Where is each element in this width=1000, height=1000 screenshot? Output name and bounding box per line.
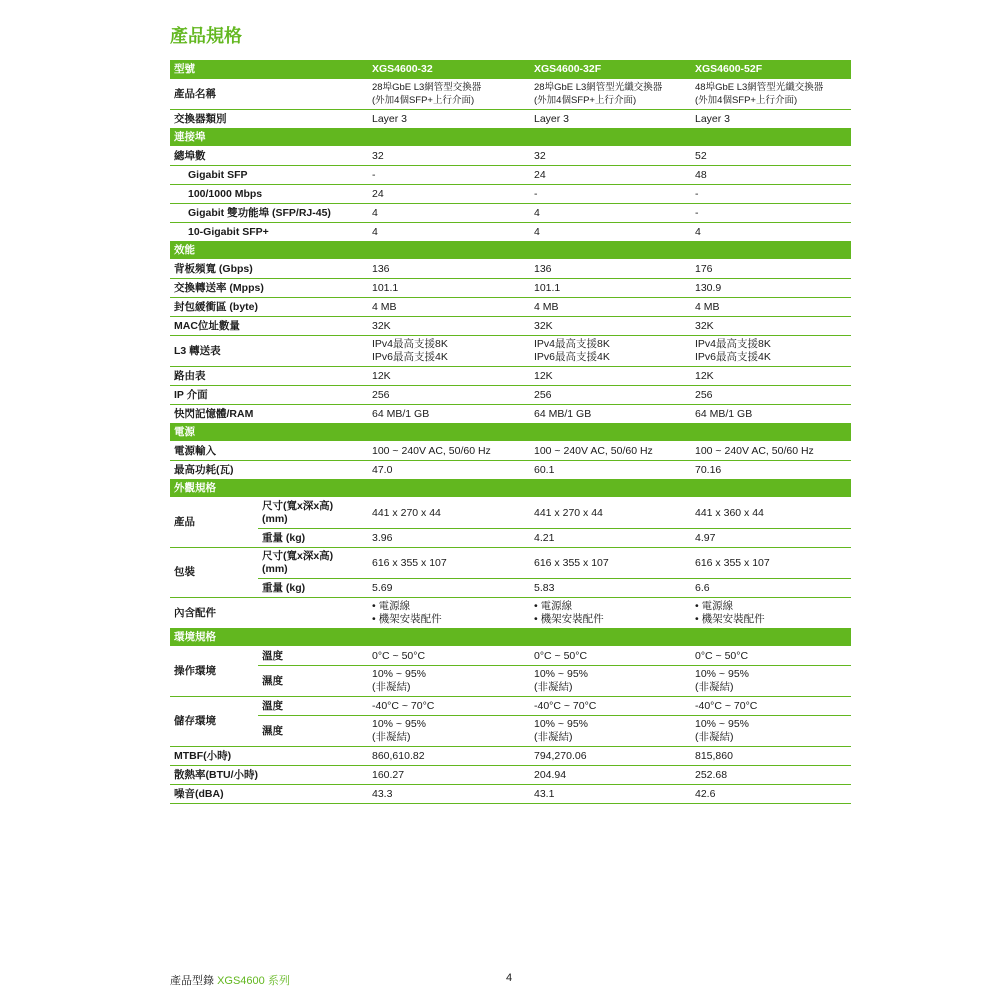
cell-line: 10% ~ 95% <box>534 668 588 680</box>
cell-line: 48埠GbE L3網管型光纖交換器 <box>695 82 824 93</box>
row-label: 背板頻寬 (Gbps) <box>170 260 368 279</box>
cell: 32K <box>530 317 691 336</box>
cell: 256 <box>368 386 530 405</box>
table-row <box>170 529 851 548</box>
cell: 4 MB <box>530 298 691 317</box>
cell <box>368 79 530 110</box>
row-label: 總埠數 <box>170 147 368 166</box>
cell-line: (外加4個SFP+上行介面) <box>534 95 637 106</box>
model-name: XGS4600-52F <box>691 60 851 79</box>
page-title: 產品規格 <box>170 26 242 46</box>
row-label <box>258 548 368 579</box>
cell: - <box>530 185 691 204</box>
cell-line: (非凝結) <box>372 731 411 743</box>
cell: 136 <box>530 260 691 279</box>
table-row <box>170 204 851 223</box>
table-row <box>170 317 851 336</box>
table-row <box>170 166 851 185</box>
footer <box>170 972 290 988</box>
cell: 0°C ~ 50°C <box>530 647 691 666</box>
cell <box>691 716 851 747</box>
cell <box>368 666 530 697</box>
cell: 616 x 355 x 107 <box>691 548 851 579</box>
cell: Layer 3 <box>530 110 691 129</box>
row-label: 溫度 <box>258 697 368 716</box>
cell: 4 <box>368 204 530 223</box>
row-label: 重量 (kg) <box>258 579 368 598</box>
cell: 64 MB/1 GB <box>368 405 530 424</box>
cell-line: IPv6最高支援4K <box>695 351 771 363</box>
cell-line: 10% ~ 95% <box>372 718 426 730</box>
list-item: • 機架安裝配件 <box>695 613 765 625</box>
cell: 616 x 355 x 107 <box>368 548 530 579</box>
table-row <box>170 598 851 629</box>
cell: 0°C ~ 50°C <box>691 647 851 666</box>
cell-line: (外加4個SFP+上行介面) <box>372 95 475 106</box>
cell <box>368 598 530 629</box>
table-row <box>170 336 851 367</box>
cell-line: (非凝結) <box>534 731 573 743</box>
table-row <box>170 548 851 579</box>
row-label <box>258 498 368 529</box>
table-row <box>170 110 851 129</box>
cell-line: 10% ~ 95% <box>372 668 426 680</box>
cell: 47.0 <box>368 461 530 480</box>
cell: -40°C ~ 70°C <box>691 697 851 716</box>
group-label: 產品 <box>170 498 258 548</box>
cell: 100 ~ 240V AC, 50/60 Hz <box>368 442 530 461</box>
table-row <box>170 498 851 529</box>
cell: 32K <box>368 317 530 336</box>
cell: Layer 3 <box>368 110 530 129</box>
cell: 12K <box>691 367 851 386</box>
row-label: 溫度 <box>258 647 368 666</box>
table-row <box>170 785 851 804</box>
cell: 101.1 <box>530 279 691 298</box>
cell: 43.1 <box>530 785 691 804</box>
row-label: 封包緩衝區 (byte) <box>170 298 368 317</box>
cell: 52 <box>691 147 851 166</box>
cell-line: (非凝結) <box>695 681 734 693</box>
model-name: XGS4600-32 <box>368 60 530 79</box>
cell: 48 <box>691 166 851 185</box>
cell: 3.96 <box>368 529 530 548</box>
cell-line: IPv4最高支援8K <box>695 338 771 350</box>
cell: - <box>691 185 851 204</box>
row-label: 最高功耗(瓦) <box>170 461 368 480</box>
list-item: • 機架安裝配件 <box>534 613 604 625</box>
cell-line: 10% ~ 95% <box>695 718 749 730</box>
row-label: 交換器類別 <box>170 110 368 129</box>
footer-label: 產品型錄 <box>170 975 214 987</box>
cell: 6.6 <box>691 579 851 598</box>
section-header <box>170 129 851 147</box>
section-header <box>170 480 851 498</box>
row-label: Gigabit 雙功能埠 (SFP/RJ-45) <box>170 204 368 223</box>
list-item: • 電源線 <box>372 600 411 612</box>
table-row <box>170 442 851 461</box>
list-item: • 電源線 <box>695 600 734 612</box>
table-row <box>170 461 851 480</box>
row-label: 10-Gigabit SFP+ <box>170 223 368 242</box>
cell: 4 MB <box>691 298 851 317</box>
cell: 100 ~ 240V AC, 50/60 Hz <box>691 442 851 461</box>
cell: 130.9 <box>691 279 851 298</box>
table-row <box>170 647 851 666</box>
section-title: 外觀規格 <box>170 480 851 498</box>
cell: 64 MB/1 GB <box>691 405 851 424</box>
cell-line: 28埠GbE L3網管型交換器 <box>372 82 482 93</box>
cell: 860,610.82 <box>368 747 530 766</box>
table-header-row <box>170 60 851 79</box>
cell: 204.94 <box>530 766 691 785</box>
cell: 4.21 <box>530 529 691 548</box>
cell <box>530 598 691 629</box>
row-label: 電源輸入 <box>170 442 368 461</box>
cell: -40°C ~ 70°C <box>530 697 691 716</box>
row-label: MAC位址數量 <box>170 317 368 336</box>
page-number: 4 <box>506 972 513 984</box>
cell-line: IPv4最高支援8K <box>534 338 610 350</box>
table-row <box>170 79 851 110</box>
table-row <box>170 367 851 386</box>
footer-series: XGS4600 系列 <box>217 975 290 987</box>
table-row <box>170 666 851 697</box>
cell <box>368 716 530 747</box>
cell: 256 <box>530 386 691 405</box>
cell: 64 MB/1 GB <box>530 405 691 424</box>
label-line: (mm) <box>262 563 288 575</box>
cell: 32K <box>691 317 851 336</box>
section-header <box>170 242 851 260</box>
table-row <box>170 298 851 317</box>
row-label: IP 介面 <box>170 386 368 405</box>
section-header <box>170 424 851 442</box>
row-label: 路由表 <box>170 367 368 386</box>
cell: 42.6 <box>691 785 851 804</box>
section-title: 電源 <box>170 424 851 442</box>
cell-line: (非凝結) <box>534 681 573 693</box>
row-label: 噪音(dBA) <box>170 785 368 804</box>
table-row <box>170 260 851 279</box>
group-label: 儲存環境 <box>170 697 258 747</box>
table-row <box>170 579 851 598</box>
cell: 794,270.06 <box>530 747 691 766</box>
cell: 32 <box>530 147 691 166</box>
label-line: (mm) <box>262 513 288 525</box>
label-line: 尺寸(寬x深x高) <box>262 500 334 512</box>
cell: 441 x 360 x 44 <box>691 498 851 529</box>
cell <box>691 598 851 629</box>
label-line: 尺寸(寬x深x高) <box>262 550 334 562</box>
cell: 441 x 270 x 44 <box>530 498 691 529</box>
cell-line: IPv6最高支援4K <box>534 351 610 363</box>
cell: 60.1 <box>530 461 691 480</box>
table-row <box>170 223 851 242</box>
cell: 252.68 <box>691 766 851 785</box>
cell: 24 <box>530 166 691 185</box>
cell-line: 28埠GbE L3網管型光纖交換器 <box>534 82 663 93</box>
section-header <box>170 629 851 647</box>
cell <box>368 336 530 367</box>
cell: 160.27 <box>368 766 530 785</box>
table-row <box>170 405 851 424</box>
cell: 4.97 <box>691 529 851 548</box>
cell: 815,860 <box>691 747 851 766</box>
cell <box>530 716 691 747</box>
row-label: 濕度 <box>258 666 368 697</box>
row-label: 內含配件 <box>170 598 368 629</box>
cell <box>530 336 691 367</box>
cell <box>691 666 851 697</box>
table-row <box>170 185 851 204</box>
cell: 5.69 <box>368 579 530 598</box>
spec-table <box>170 60 851 804</box>
row-label: 快閃記憶體/RAM <box>170 405 368 424</box>
cell: 100 ~ 240V AC, 50/60 Hz <box>530 442 691 461</box>
cell: 4 MB <box>368 298 530 317</box>
section-title: 效能 <box>170 242 851 260</box>
cell-line: IPv4最高支援8K <box>372 338 448 350</box>
cell-line: (非凝結) <box>372 681 411 693</box>
cell: 32 <box>368 147 530 166</box>
list-item: • 機架安裝配件 <box>372 613 442 625</box>
cell: 4 <box>691 223 851 242</box>
table-row <box>170 716 851 747</box>
group-label: 包裝 <box>170 548 258 598</box>
table-row <box>170 697 851 716</box>
cell: 43.3 <box>368 785 530 804</box>
section-title: 連接埠 <box>170 129 851 147</box>
row-label: 產品名稱 <box>170 79 368 110</box>
section-title: 環境規格 <box>170 629 851 647</box>
cell: 0°C ~ 50°C <box>368 647 530 666</box>
model-label: 型號 <box>170 60 368 79</box>
cell: 4 <box>530 223 691 242</box>
cell: 70.16 <box>691 461 851 480</box>
cell: 101.1 <box>368 279 530 298</box>
table-row <box>170 279 851 298</box>
row-label: 交換轉送率 (Mpps) <box>170 279 368 298</box>
cell: Layer 3 <box>691 110 851 129</box>
table-row <box>170 766 851 785</box>
row-label: L3 轉送表 <box>170 336 368 367</box>
cell: 24 <box>368 185 530 204</box>
cell: 176 <box>691 260 851 279</box>
cell: 4 <box>368 223 530 242</box>
row-label: Gigabit SFP <box>170 166 368 185</box>
list-item: • 電源線 <box>534 600 573 612</box>
table-row <box>170 147 851 166</box>
cell-line: 10% ~ 95% <box>534 718 588 730</box>
cell <box>530 666 691 697</box>
row-label: 散熱率(BTU/小時) <box>170 766 368 785</box>
cell: - <box>368 166 530 185</box>
row-label: 100/1000 Mbps <box>170 185 368 204</box>
group-label: 操作環境 <box>170 647 258 697</box>
cell <box>530 79 691 110</box>
cell-line: IPv6最高支援4K <box>372 351 448 363</box>
cell: 136 <box>368 260 530 279</box>
cell: 256 <box>691 386 851 405</box>
cell: 441 x 270 x 44 <box>368 498 530 529</box>
cell: -40°C ~ 70°C <box>368 697 530 716</box>
cell: 4 <box>530 204 691 223</box>
cell-line: 10% ~ 95% <box>695 668 749 680</box>
cell <box>691 336 851 367</box>
cell <box>691 79 851 110</box>
row-label: MTBF(小時) <box>170 747 368 766</box>
row-label: 重量 (kg) <box>258 529 368 548</box>
cell-line: (外加4個SFP+上行介面) <box>695 95 798 106</box>
cell: 5.83 <box>530 579 691 598</box>
row-label: 濕度 <box>258 716 368 747</box>
cell: 616 x 355 x 107 <box>530 548 691 579</box>
cell-line: (非凝結) <box>695 731 734 743</box>
model-name: XGS4600-32F <box>530 60 691 79</box>
cell: 12K <box>368 367 530 386</box>
cell: 12K <box>530 367 691 386</box>
table-row <box>170 747 851 766</box>
table-row <box>170 386 851 405</box>
cell: - <box>691 204 851 223</box>
